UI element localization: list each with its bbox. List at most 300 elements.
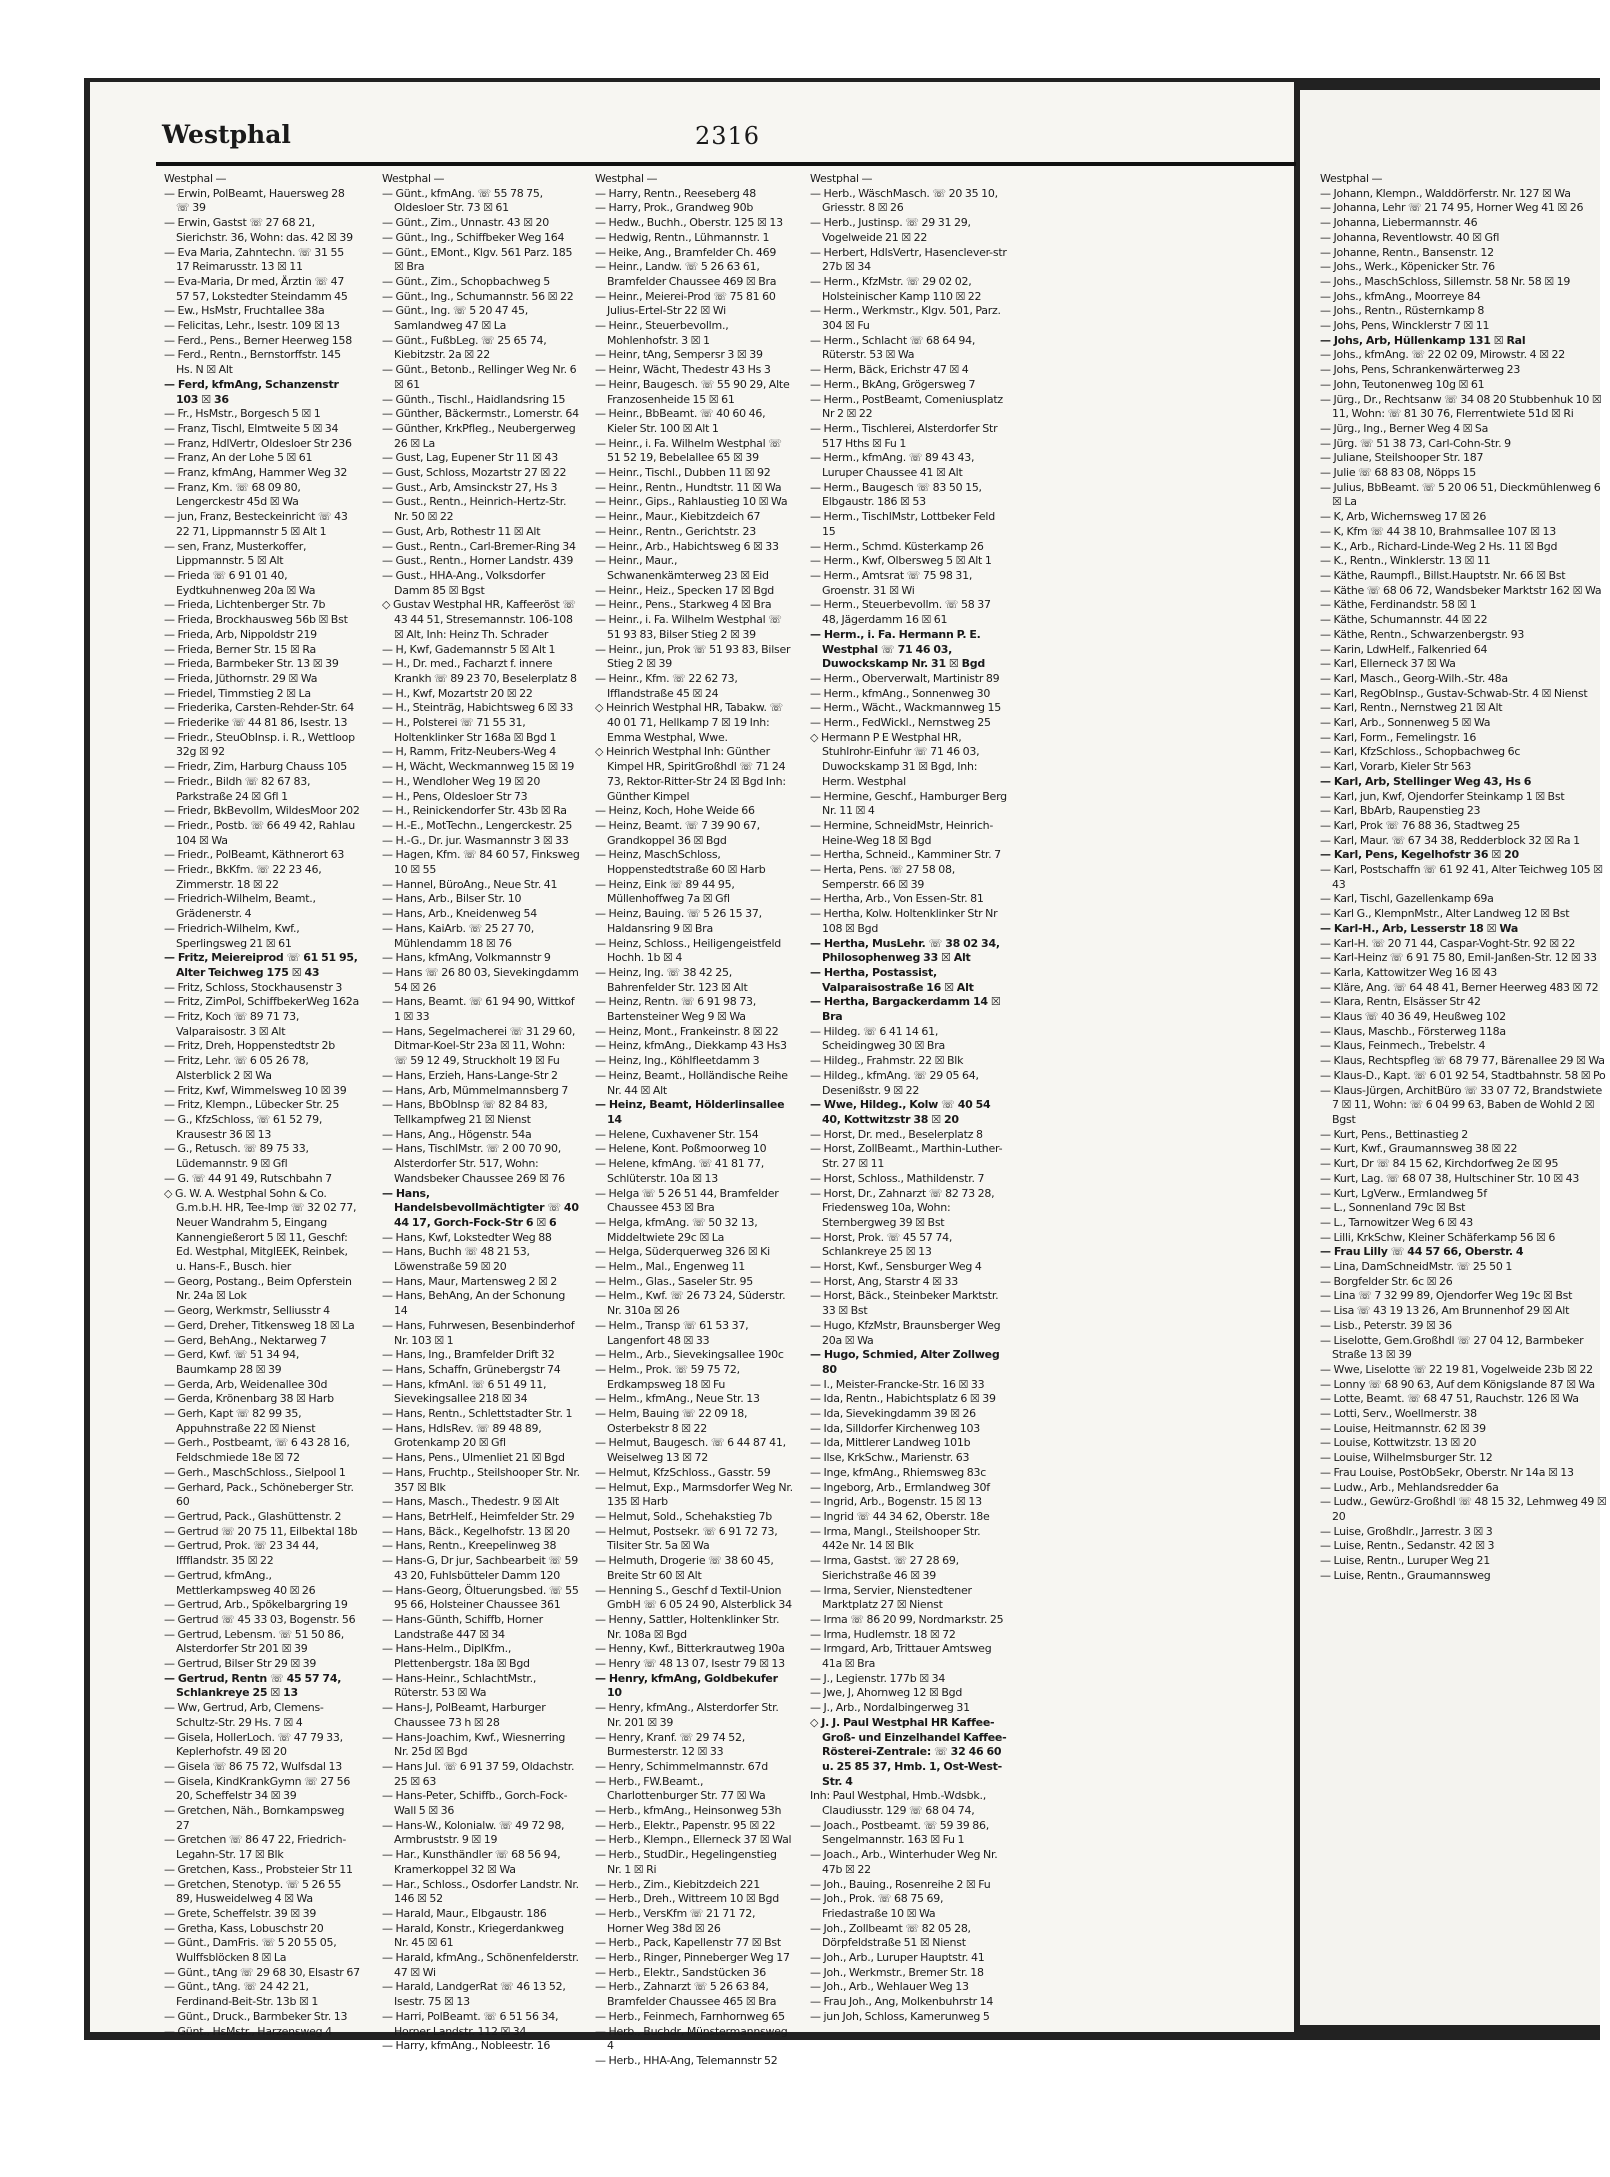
directory-entry: — Henny, Kwf., Bitterkrautweg 190a	[595, 1642, 785, 1656]
directory-entry: — Henry, Schimmelmannstr. 67d	[595, 1759, 769, 1773]
directory-entry: — Heinz, Beamt. ☏ 7 39 90 67, Grandkoppel 36 ☒ Bgd	[595, 818, 760, 847]
directory-entry: — Günt., Druck., Barmbeker Str. 13	[164, 2009, 348, 2023]
directory-entry: — Luise, Großhdlr., Jarrestr. 3 ☒ 3	[1320, 1524, 1493, 1538]
directory-entry: — Gerh., Postbeamt, ☏ 6 43 28 16, Feldschmiede 18e ☒ 72	[164, 1436, 350, 1465]
directory-entry: — Heinr, Wächt, Thedestr 43 Hs 3	[595, 363, 771, 377]
directory-entry: — Hans, HdlsRev. ☏ 89 48 89, Grotenkamp 20 ☒ Gfl	[382, 1421, 542, 1450]
directory-entry: — Lisa ☏ 43 19 13 26, Am Brunnenhof 29 ☒ Alt	[1320, 1304, 1570, 1318]
directory-entry: ◇ G. W. A. Westphal Sohn & Co. G.m.b.H. HR, Tee-Imp ☏ 32 02 77, Neuer Wandrahm 5, Eingang Kannengießerort 5 ☒ 11, Geschf: Ed. Westphal, MitglEEK, Reinbek, u. Hans-F., Busch. hier	[164, 1186, 357, 1274]
directory-entry: — Hildeg., kfmAng. ☏ 29 05 64, Desenißstr. 9 ☒ 22	[810, 1068, 979, 1097]
directory-entry: — Henry, Kranf. ☏ 29 74 52, Burmesterstr. 12 ☒ 33	[595, 1730, 746, 1759]
directory-entry: ◇ J. J. Paul Westphal HR Kaffee-Groß- und Einzelhandel Kaffee-Rösterei-Zentrale: ☏ 32 46 60 u. 25 85 37, Hmb. 1, Ost-West-Str. 4	[810, 1715, 1007, 1788]
directory-entry: — Heinr., Kfm. ☏ 22 62 73, Ifflandstraße 45 ☒ 24	[595, 671, 738, 700]
directory-entry: — Fr., HsMstr., Borgesch 5 ☒ 1	[164, 407, 321, 421]
directory-entry: — Helene, Kont. Poßmoorweg 10	[595, 1142, 767, 1156]
directory-entry: — Heinr., Landw. ☏ 5 26 63 61, Bramfelder Chaussee 469 ☒ Bra	[595, 260, 777, 288]
directory-entry: — Heinz, Schloss., Heiligengeistfeld Hochh. 1b ☒ 4	[595, 936, 782, 965]
directory-column-1	[164, 172, 360, 2039]
directory-entry: — Joh., Bauing., Rosenreihe 2 ☒ Fu	[810, 1877, 991, 1891]
directory-entry: — Karl, Ellerneck 37 ☒ Wa	[1320, 657, 1456, 671]
directory-entry: — Johs., Rentn., Rüsternkamp 8	[1320, 304, 1485, 318]
directory-entry: — Herm., Oberverwalt, Martinistr 89	[810, 671, 1000, 685]
directory-entry: — Ingeborg, Arb., Ermlandweg 30f	[810, 1480, 990, 1494]
directory-entry: — Helmut, Exp., Marmsdorfer Weg Nr. 135 ☒ Harb	[595, 1480, 793, 1509]
directory-entry: — Ida, Mittlerer Landweg 101b	[810, 1436, 971, 1450]
directory-entry: — Günt., DamFris. ☏ 5 20 55 05, Wulffsblöcken 8 ☒ La	[164, 1936, 337, 1965]
directory-entry: — Gerhard, Pack., Schöneberger Str. 60	[164, 1480, 354, 1509]
directory-entry: — Klaus ☏ 40 36 49, Heußweg 102	[1320, 1010, 1506, 1024]
directory-entry: — Günt., tAng ☏ 29 68 30, Elsastr 67	[164, 1965, 360, 1979]
directory-entry: — Friedel, Timmstieg 2 ☒ La	[164, 686, 311, 700]
directory-entry: — Gertrud, Pack., Glashüttenstr. 2	[164, 1509, 342, 1523]
directory-entry: — Kurt, Pens., Bettinastieg 2	[1320, 1127, 1468, 1141]
directory-entry: — Herta, Pens. ☏ 27 58 08, Semperstr. 66 ☒ 39	[810, 863, 956, 891]
directory-entry: — Hugo, KfzMstr, Braunsberger Weg 20a ☒ Wa	[810, 1318, 1001, 1347]
directory-entry: — Johs., MaschSchloss, Sillemstr. 58 Nr. 58 ☒ 19	[1320, 274, 1571, 288]
directory-entry: — Joach., Arb., Winterhuder Weg Nr. 47b ☒ 22	[810, 1848, 998, 1876]
directory-entry: — Hans-W., Kolonialw. ☏ 49 72 98, Armbruststr. 9 ☒ 19	[382, 1818, 565, 1847]
directory-entry: — Heinr., jun, Prok ☏ 51 93 83, Bilser Stieg 2 ☒ 39	[595, 642, 791, 671]
directory-entry: — Herm., i. Fa. Hermann P. E. Westphal ☏ 71 46 03, Duwockskamp Nr. 31 ☒ Bgd	[810, 627, 985, 671]
directory-entry: — Hans, BehAng, An der Schonung 14	[382, 1289, 566, 1318]
directory-entry: — H., Reinickendorfer Str. 43b ☒ Ra	[382, 804, 567, 818]
directory-entry: — Friedr., Postb. ☏ 66 49 42, Rahlau 104 ☒ Wa	[164, 818, 355, 847]
directory-entry: — Karl, Form., Femelingstr. 16	[1320, 730, 1477, 744]
directory-entry: — Helmut, Baugesch. ☏ 6 44 87 41, Weiselweg 13 ☒ 72	[595, 1436, 786, 1465]
directory-entry: — Herb., Buchdr, Münstermannsweg 4	[595, 2024, 788, 2053]
directory-entry: — Heinz, kfmAng., Diekkamp 43 Hs3	[595, 1039, 787, 1053]
directory-entry: — Herb., WäschMasch. ☏ 20 35 10, Griesstr. 8 ☒ 26	[810, 186, 998, 215]
directory-entry: — Frau Lilly ☏ 44 57 66, Oberstr. 4	[1320, 1245, 1524, 1259]
directory-entry: — Frieda, Barmbeker Str. 13 ☒ 39	[164, 657, 339, 671]
directory-entry: — Heinz, Ing., Köhlfleetdamm 3	[595, 1054, 760, 1068]
directory-entry: — Harald, kfmAng., Schönenfelderstr. 47 ☒ Wi	[382, 1951, 579, 1979]
directory-entry: — Herm., Schlacht ☏ 68 64 94, Rüterstr. 53 ☒ Wa	[810, 333, 976, 362]
directory-entry: — Harald, Konstr., Kriegerdankweg Nr. 45 ☒ 61	[382, 1921, 564, 1950]
directory-entry: — Herb., FW.Beamt., Charlottenburger Str. 77 ☒ Wa	[595, 1774, 766, 1803]
directory-entry: — Har., Schloss., Osdorfer Landstr. Nr. 146 ☒ 52	[382, 1877, 579, 1906]
directory-entry: — H.-E., MotTechn., Lengerckestr. 25	[382, 818, 573, 832]
directory-entry: — Herb., Zim., Kiebitzdeich 221	[595, 1877, 761, 1891]
directory-entry: ◇ Heinrich Westphal Inh: Günther Kimpel HR, SpiritGroßhdl ☏ 71 24 73, Rektor-Ritter-Str 24 ☒ Bgd Inh: Günther Kimpel	[595, 745, 786, 803]
directory-entry: — Irma ☏ 86 20 99, Nordmarkstr. 25	[810, 1612, 1004, 1626]
directory-entry: — Hans, Rentn., Schlettstadter Str. 1	[382, 1407, 573, 1421]
directory-entry: — Franz, HdlVertr, Oldesloer Str 236	[164, 436, 352, 450]
directory-entry: — Helmut, Postsekr. ☏ 6 91 72 73, Tilsiter Str. 5a ☒ Wa	[595, 1524, 778, 1553]
directory-entry: — Hans, Masch., Thedestr. 9 ☒ Alt	[382, 1495, 559, 1509]
directory-entry: — Fritz, Schloss, Stockhausenstr 3	[164, 980, 343, 994]
directory-entry: — Hagen, Kfm. ☏ 84 60 57, Finksweg 10 ☒ 55	[382, 848, 580, 877]
directory-entry: — Heinr., Rentn., Gerichtstr. 23	[595, 524, 756, 538]
directory-entry: — Jürg., Dr., Rechtsanw ☏ 34 08 20 Stubbenhuk 10 ☒ 11, Wohn: ☏ 81 30 76, Flerrentwiete 51d ☒ Ri	[1320, 392, 1602, 421]
directory-entry: — Herm, Bäck, Erichstr 47 ☒ 4	[810, 363, 969, 377]
directory-entry: — Herb., Dreh., Wittreem 10 ☒ Bgd	[595, 1892, 779, 1906]
directory-entry: — Fritz, Dreh, Hoppenstedtstr 2b	[164, 1039, 336, 1053]
directory-entry: — Helene, kfmAng. ☏ 41 81 77, Schlüterstr. 10a ☒ 13	[595, 1157, 765, 1185]
directory-entry: — Karl-H., Arb, Lesserstr 18 ☒ Wa	[1320, 921, 1519, 935]
directory-entry: — Ilse, KrkSchw., Marienstr. 63	[810, 1451, 970, 1465]
directory-entry: — Irma, Servier, Nienstedtener Marktplatz 27 ☒ Nienst	[810, 1583, 972, 1612]
directory-entry: — Helga, kfmAng. ☏ 50 32 13, Middeltwiete 29c ☒ La	[595, 1215, 758, 1244]
directory-entry: — Hans, kfmAng, Volkmannstr 9	[382, 951, 551, 965]
directory-entry: — Hertha, Postassist, Valparaisostraße 16 ☒ Alt	[810, 965, 974, 994]
directory-entry: — Herb., Pack, Kapellenstr 77 ☒ Bst	[595, 1936, 781, 1950]
directory-entry: — Horst, Dr., Zahnarzt ☏ 82 73 28, Friedensweg 10a, Wohn: Sternbergweg 39 ☒ Bst	[810, 1186, 995, 1229]
directory-entry: — Heinr., Meierei-Prod ☏ 75 81 60 Julius-Ertel-Str 22 ☒ Wi	[595, 289, 776, 318]
directory-entry: — Karl G., KlempnMstr., Alter Landweg 12 ☒ Bst	[1320, 907, 1570, 921]
directory-entry: — Gertrud, Rentn ☏ 45 57 74, Schlankreye 25 ☒ 13	[164, 1671, 342, 1700]
directory-entry: — Hans, BbObInsp ☏ 82 84 83, Tellkampfweg 21 ☒ Nienst	[382, 1098, 548, 1126]
directory-entry: — Hertha, Arb., Von Essen-Str. 81	[810, 892, 984, 906]
directory-entry: — Herm., KfzMstr. ☏ 29 02 02, Holsteinischer Kamp 110 ☒ 22	[810, 274, 982, 303]
directory-entry: — Herm., Kwf, Olbersweg 5 ☒ Alt 1	[810, 554, 992, 568]
directory-entry: — Heinz, Koch, Hohe Weide 66	[595, 804, 755, 818]
directory-entry: — Günt., Ing., Schiffbeker Weg 164	[382, 230, 565, 244]
directory-entry: — Heinr., Maur., Kiebitzdeich 67	[595, 510, 761, 524]
directory-entry: — Günth., Tischl., Haidlandsring 15	[382, 392, 566, 406]
directory-entry: — Ew., HsMstr, Fruchtallee 38a	[164, 304, 325, 318]
directory-entry: — Horst, Schloss., Mathildenstr. 7	[810, 1171, 985, 1185]
directory-entry: — Fritz, ZimPol, SchiffbekerWeg 162a	[164, 995, 360, 1009]
directory-entry: — Harri, PolBeamt. ☏ 6 51 56 34, Horner Landstr. 112 ☒ 34	[382, 2009, 559, 2038]
directory-entry: — Hans, Kwf, Lokstedter Weg 88	[382, 1230, 552, 1244]
directory-entry: — Fritz, Meiereiprod ☏ 61 51 95, Alter Teichweg 175 ☒ 43	[164, 951, 358, 979]
directory-entry: — Gertrud, Arb., Spökelbargring 19	[164, 1598, 348, 1612]
directory-entry: — Irma, Hudlemstr. 18 ☒ 72	[810, 1627, 956, 1641]
directory-entry: — Helm., Mal., Engenweg 11	[595, 1260, 745, 1274]
directory-column-4	[810, 172, 1008, 2025]
directory-entry: — Karla, Kattowitzer Weg 16 ☒ 43	[1320, 965, 1497, 979]
directory-entry: — Har., Kunsthändler ☏ 68 56 94, Kramerkoppel 32 ☒ Wa	[382, 1848, 561, 1876]
directory-entry: — Helga, Süderquerweg 326 ☒ Ki	[595, 1245, 770, 1259]
directory-entry: — Helm., kfmAng., Neue Str. 13	[595, 1392, 760, 1406]
directory-entry: — Helm., Kwf. ☏ 26 73 24, Süderstr. Nr. 310a ☒ 26	[595, 1289, 786, 1318]
directory-entry: — Hans, Schaffn, Grünebergstr 74	[382, 1362, 561, 1376]
directory-entry: — Herb., HHA-Ang, Telemannstr 52	[595, 2054, 778, 2067]
directory-entry: — Hans, Buchh ☏ 48 21 53, Löwenstraße 59 ☒ 20	[382, 1245, 530, 1274]
directory-entry: — Hans, TischlMstr. ☏ 2 00 70 90, Alsterdorfer Str. 517, Wohn: Wandsbeker Chaussee 269 ☒ 76	[382, 1142, 565, 1185]
directory-entry: — Heinz, Rentn. ☏ 6 91 98 73, Bartensteiner Weg 9 ☒ Wa	[595, 995, 756, 1024]
directory-entry: — Karl, Rentn., Nernstweg 21 ☒ Alt	[1320, 701, 1503, 715]
directory-entry: — Hans, Erzieh, Hans-Lange-Str 2	[382, 1068, 558, 1082]
directory-entry: — Frieda, Brockhausweg 56b ☒ Bst	[164, 613, 348, 627]
directory-entry: — Ida, Silldorfer Kirchenweg 103	[810, 1421, 981, 1435]
directory-entry: — Kläre, Ang. ☏ 64 48 41, Berner Heerweg 483 ☒ 72	[1320, 980, 1599, 994]
directory-entry: — Heinr., Steuerbevollm., Mohlenhofstr. 3 ☒ 1	[595, 319, 729, 347]
directory-entry: — Hans, Fruchtp., Steilshooper Str. Nr. 357 ☒ Blk	[382, 1465, 580, 1494]
directory-entry: — Johs., kfmAng. ☏ 22 02 09, Mirowstr. 4 ☒ 22	[1320, 348, 1566, 362]
directory-entry: — Borgfelder Str. 6c ☒ 26	[1320, 1274, 1453, 1288]
directory-entry: — Gertrud ☏ 20 75 11, Eilbektal 18b	[164, 1524, 358, 1538]
directory-entry: — Gretchen, Näh., Bornkampsweg 27	[164, 1804, 345, 1832]
directory-entry: — Klaus, Maschb., Försterweg 118a	[1320, 1024, 1506, 1038]
directory-entry: — Jürg., Ing., Berner Weg 4 ☒ Sa	[1320, 421, 1489, 435]
directory-entry: — Felicitas, Lehr., Isestr. 109 ☒ 13	[164, 319, 340, 333]
directory-entry: — Joh., Prok. ☏ 68 75 69, Friedastraße 10 ☒ Wa	[810, 1892, 944, 1920]
directory-entry: — Horst, ZollBeamt., Marthin-Luther-Str. 27 ☒ 11	[810, 1142, 1003, 1171]
directory-entry: — Ingrid ☏ 44 34 62, Oberstr. 18e	[810, 1509, 990, 1523]
directory-entry: — Ferd, kfmAng, Schanzenstr 103 ☒ 36	[164, 377, 339, 406]
directory-entry: — Günt., FußbLeg. ☏ 25 65 74, Kiebitzstr. 2a ☒ 22	[382, 333, 547, 362]
directory-entry: — Herb., Klempn., Ellerneck 37 ☒ Wal	[595, 1833, 792, 1847]
directory-entry: — Heike, Ang., Bramfelder Ch. 469	[595, 245, 777, 259]
directory-entry: — Henning S., Geschf d Textil-Union GmbH ☏ 6 05 24 90, Alsterblick 34	[595, 1583, 792, 1612]
directory-entry: — Gerda, Krönenbarg 38 ☒ Harb	[164, 1392, 334, 1406]
directory-entry: — Frieda, Lichtenberger Str. 7b	[164, 598, 326, 612]
directory-entry: — Herm., Schmd. Küsterkamp 26	[810, 539, 984, 553]
directory-entry: ◇ Hermann P E Westphal HR, Stuhlrohr-Einfuhr ☏ 71 46 03, Duwockskamp 31 ☒ Bgd, Inh: Herm. Westphal	[810, 730, 980, 788]
directory-entry: — Karl, Vorarb, Kieler Str 563	[1320, 760, 1472, 774]
directory-entry: — Ludw., Gewürz-Großhdl ☏ 48 15 32, Lehmweg 49 ☒ 20	[1320, 1495, 1607, 1523]
directory-entry: — Ingrid, Arb., Bogenstr. 15 ☒ 13	[810, 1495, 982, 1509]
directory-entry: — K, Arb, Wichernsweg 17 ☒ 26	[1320, 510, 1487, 524]
directory-entry: — Hans, Maur, Martensweg 2 ☒ 2	[382, 1274, 558, 1288]
directory-entry: ◇ Gustav Westphal HR, Kaffeeröst ☏ 43 44 51, Stresemannstr. 106-108 ☒ Alt, Inh: Heinz Th. Schrader	[382, 598, 576, 641]
directory-entry: — Heinz, Bauing. ☏ 5 26 15 37, Haldansring 9 ☒ Bra	[595, 907, 762, 935]
page-number: 2316	[695, 122, 761, 150]
directory-column-2	[382, 172, 580, 2054]
directory-entry: — Heinz, Beamt, Hölderlinsallee 14	[595, 1098, 785, 1126]
directory-entry: — Hans, Segelmacherei ☏ 31 29 60, Ditmar-Koel-Str 23a ☒ 11, Wohn: ☏ 59 12 49, Struckholt 19 ☒ Fu	[382, 1024, 576, 1068]
directory-entry: — Kurt, Lag. ☏ 68 07 38, Hultschiner Str. 10 ☒ 43	[1320, 1171, 1580, 1185]
directory-entry: — Friederike ☏ 44 81 86, Isestr. 13	[164, 716, 348, 730]
directory-entry: — Herm., BkAng, Grögersweg 7	[810, 377, 976, 391]
directory-entry: — Hans, KaiArb. ☏ 25 27 70, Mühlendamm 18 ☒ 76	[382, 921, 535, 950]
directory-entry: Inh: Paul Westphal, Hmb.-Wdsbk., Claudiusstr. 129 ☏ 68 04 74,	[810, 1789, 987, 1818]
directory-entry: — Frau Louise, PostObSekr, Oberstr. Nr 14a ☒ 13	[1320, 1465, 1574, 1479]
directory-entry: — Horst, Bäck., Steinbeker Marktstr. 33 ☒ Bst	[810, 1289, 999, 1318]
directory-entry: — Günt., Ing. ☏ 5 20 47 45, Samlandweg 47 ☒ La	[382, 304, 528, 333]
directory-entry: — Erwin, PolBeamt, Hauersweg 28 ☏ 39	[164, 186, 345, 215]
directory-entry: — H., Wendloher Weg 19 ☒ 20	[382, 774, 541, 788]
directory-entry: — Gretchen, Kass., Probsteier Str 11	[164, 1862, 353, 1876]
directory-entry: — Käthe ☏ 68 06 72, Wandsbeker Marktstr 162 ☒ Wa	[1320, 583, 1602, 597]
directory-entry: — Joh., Arb., Wehlauer Weg 13	[810, 1980, 969, 1994]
directory-entry: — Fritz, Kwf, Wimmelsweg 10 ☒ 39	[164, 1083, 347, 1097]
directory-entry: — H, Wächt, Weckmannweg 15 ☒ 19	[382, 760, 575, 774]
directory-entry: — G., Retusch. ☏ 89 75 33, Lüdemannstr. 9 ☒ Gfl	[164, 1142, 309, 1171]
directory-page	[90, 82, 1294, 2067]
directory-entry: — Heinz, Beamt., Holländische Reihe Nr. 44 ☒ Alt	[595, 1068, 788, 1097]
directory-entry: — Frau Joh., Ang, Molkenbuhrstr 14	[810, 1995, 994, 2009]
directory-entry: — Wwe, Liselotte ☏ 22 19 81, Vogelweide 23b ☒ 22	[1320, 1362, 1593, 1376]
directory-entry: — Hans, BetrHelf., Heimfelder Str. 29	[382, 1509, 575, 1523]
directory-entry: — Irmgard, Arb, Trittauer Amtsweg 41a ☒ Bra	[810, 1642, 992, 1671]
directory-entry: — Helmut, Sold., Schehakstieg 7b	[595, 1509, 773, 1523]
directory-column-3	[595, 172, 793, 2069]
directory-entry: — Frieda ☏ 6 91 01 40, Eydtkuhnenweg 20a ☒ Wa	[164, 568, 316, 597]
directory-entry: — Ida, Sievekingdamm 39 ☒ 26	[810, 1407, 976, 1421]
directory-entry: — L., Tarnowitzer Weg 6 ☒ 43	[1320, 1215, 1474, 1229]
directory-entry: — Helmuth, Drogerie ☏ 38 60 45, Breite Str 60 ☒ Alt	[595, 1554, 774, 1582]
directory-entry: — Luise, Rentn., Luruper Weg 21	[1320, 1554, 1491, 1568]
directory-entry: — Helm., Transp ☏ 61 53 37, Langenfort 48 ☒ 33	[595, 1318, 749, 1347]
directory-entry: — Hedwig, Rentn., Lühmannstr. 1	[595, 230, 770, 244]
directory-entry: — Karl, Masch., Georg-Wilh.-Str. 48a	[1320, 671, 1508, 685]
directory-entry: — Herm., Tischlerei, Alsterdorfer Str 517 Hths ☒ Fu 1	[810, 421, 998, 450]
directory-entry: — Hermine, SchneidMstr, Heinrich-Heine-Weg 18 ☒ Bgd	[810, 818, 994, 847]
directory-entry: — Günt., kfmAng. ☏ 55 78 75, Oldesloer Str. 73 ☒ 61	[382, 186, 543, 215]
directory-entry: — Gisela ☏ 86 75 72, Wulfsdal 13	[164, 1759, 342, 1773]
directory-entry: — Joh., Zollbeamt ☏ 82 05 28, Dörpfeldstraße 51 ☒ Nienst	[810, 1921, 971, 1950]
directory-entry: — Hans-Helm., DiplKfm., Plettenbergstr. 18a ☒ Bgd	[382, 1642, 530, 1671]
directory-entry: — Erwin, Gastst ☏ 27 68 21, Sierichstr. 36, Wohn: das. 42 ☒ 39	[164, 216, 353, 244]
directory-entry: — Hans ☏ 26 80 03, Sievekingdamm 54 ☒ 26	[382, 965, 579, 994]
directory-entry: — Herm., Amtsrat ☏ 75 98 31, Groenstr. 31 ☒ Wi	[810, 568, 973, 597]
directory-entry: — Heinr., BbBeamt. ☏ 40 60 46, Kieler Str. 100 ☒ Alt 1	[595, 407, 766, 435]
directory-entry: — Frieda, Berner Str. 15 ☒ Ra	[164, 642, 317, 656]
directory-entry: — Hans, kfmAnl. ☏ 6 51 49 11, Sievekingsallee 218 ☒ 34	[382, 1377, 547, 1406]
directory-entry: — Herm., FedWickl., Nernstweg 25	[810, 716, 991, 730]
directory-entry: — Helga ☏ 5 26 51 44, Bramfelder Chaussee 453 ☒ Bra	[595, 1186, 779, 1215]
directory-entry: — Gust., HHA-Ang., Volksdorfer Damm 85 ☒ Bgst	[382, 568, 546, 597]
directory-entry: — Joh., Werkmstr., Bremer Str. 18	[810, 1965, 984, 1979]
directory-entry: — Herm., Wächt., Wackmannweg 15	[810, 701, 1002, 715]
directory-entry: — Henry ☏ 48 13 07, Isestr 79 ☒ 13	[595, 1657, 785, 1671]
directory-entry: — sen, Franz, Musterkoffer, Lippmannstr. 5 ☒ Alt	[164, 539, 307, 568]
column-heading: Westphal —	[810, 172, 873, 185]
directory-entry: — H, Kwf, Gademannstr 5 ☒ Alt 1	[382, 642, 556, 656]
directory-entry: — Gerd, Kwf. ☏ 51 34 94, Baumkamp 28 ☒ 39	[164, 1348, 300, 1376]
directory-entry: — John, Teutonenweg 10g ☒ 61	[1320, 377, 1485, 391]
directory-entry: — Karl, KfzSchloss., Schopbachweg 6c	[1320, 745, 1521, 759]
directory-entry: — Heinr., Tischl., Dubben 11 ☒ 92	[595, 466, 771, 480]
directory-entry: — Friedr., PolBeamt, Käthnerort 63	[164, 848, 345, 862]
directory-entry: — Herm., Steuerbevollm. ☏ 58 37 48, Jägerdamm 16 ☒ 61	[810, 598, 991, 627]
directory-entry: — Herb., Feinmech, Farnhornweg 65	[595, 2009, 785, 2023]
directory-entry: — Henry, kfmAng., Alsterdorfer Str. Nr. 201 ☒ 39	[595, 1701, 779, 1729]
directory-entry: — Hans, Ang., Högenstr. 54a	[382, 1127, 532, 1141]
directory-entry: — Lisb., Peterstr. 39 ☒ 36	[1320, 1318, 1452, 1332]
directory-entry: — Heinr., Heiz., Specken 17 ☒ Bgd	[595, 583, 775, 597]
directory-entry: — Karl, Maur. ☏ 67 34 38, Redderblock 32 ☒ Ra 1	[1320, 833, 1580, 847]
directory-entry: — Karl-H. ☏ 20 71 44, Caspar-Voght-Str. 92 ☒ 22	[1320, 936, 1576, 950]
directory-entry: — G., KfzSchloss, ☏ 61 52 79, Krausestr 36 ☒ 13	[164, 1113, 323, 1141]
directory-entry: — Franz, An der Lohe 5 ☒ 61	[164, 451, 313, 465]
directory-entry: — Günt., HsMstr., Harzensweg 4	[164, 2024, 332, 2038]
directory-entry: — Eva Maria, Zahntechn. ☏ 31 55 17 Reimarusstr. 13 ☒ 11	[164, 245, 345, 274]
directory-entry: — Gretchen ☏ 86 47 22, Friedrich-Legahn-Str. 17 ☒ Blk	[164, 1833, 347, 1862]
directory-entry: — Hans-Joachim, Kwf., Wiesnerring Nr. 25d ☒ Bgd	[382, 1730, 566, 1759]
directory-entry: — Friedr., SteuObInsp. i. R., Wettloop 32g ☒ 92	[164, 730, 355, 759]
directory-entry: — Frieda, Jüthornstr. 29 ☒ Wa	[164, 671, 318, 685]
directory-entry: — Helm., Glas., Saseler Str. 95	[595, 1274, 753, 1288]
directory-entry: — Hans-Günth, Schiffb, Horner Landstraße 447 ☒ 34	[382, 1612, 543, 1641]
directory-entry: — Fritz, Klempn., Lübecker Str. 25	[164, 1098, 340, 1112]
directory-entry: — H, Ramm, Fritz-Neubers-Weg 4	[382, 745, 556, 759]
directory-entry: — Henry, kfmAng, Goldbekufer 10	[595, 1671, 778, 1700]
directory-entry: — Lotte, Beamt. ☏ 68 47 51, Rauchstr. 126 ☒ Wa	[1320, 1392, 1579, 1406]
directory-entry: — Klara, Rentn, Elsässer Str 42	[1320, 995, 1481, 1009]
directory-entry: — Ida, Rentn., Habichtsplatz 6 ☒ 39	[810, 1392, 996, 1406]
directory-entry: — Friedrich-Wilhelm, Beamt., Grädenerstr. 4	[164, 892, 316, 921]
directory-entry: — J., Arb., Nordalbingerweg 31	[810, 1701, 970, 1715]
directory-entry: — Horst, Ang, Starstr 4 ☒ 33	[810, 1274, 959, 1288]
directory-entry: — Günt., Zim., Schopbachweg 5	[382, 274, 551, 288]
directory-entry: — Herm., kfmAng., Sonnenweg 30	[810, 686, 991, 700]
directory-entry: — Irma, Gastst. ☏ 27 28 69, Sierichstraße 46 ☒ 39	[810, 1554, 959, 1582]
directory-entry: — H., Polsterei ☏ 71 55 31, Holtenklinker Str 168a ☒ Bgd 1	[382, 716, 557, 744]
directory-entry: — Joh., Arb., Luruper Hauptstr. 41	[810, 1951, 985, 1965]
directory-entry: — Klaus, Feinmech., Trebelstr. 4	[1320, 1039, 1486, 1053]
directory-entry: — Lonny ☏ 68 90 63, Auf dem Königslande 87 ☒ Wa	[1320, 1377, 1595, 1391]
directory-entry: — Friedr, Zim, Harburg Chauss 105	[164, 760, 348, 774]
directory-entry: — Hans, Ing., Bramfelder Drift 32	[382, 1348, 555, 1362]
directory-entry: — Karl, RegObInsp., Gustav-Schwab-Str. 4 ☒ Nienst	[1320, 686, 1588, 700]
directory-entry: — Karl, BbArb, Raupenstieg 23	[1320, 804, 1481, 818]
directory-entry: — Hans-G, Dr jur, Sachbearbeit ☏ 59 43 20, Fuhlsbütteler Damm 120	[382, 1554, 579, 1582]
directory-entry: — Käthe, Ferdinandstr. 58 ☒ 1	[1320, 598, 1477, 612]
directory-entry: — Hans-Peter, Schiffb., Gorch-Fock-Wall 5 ☒ 36	[382, 1789, 568, 1818]
directory-entry: — Hans, Fuhrwesen, Besenbinderhof Nr. 103 ☒ 1	[382, 1318, 575, 1347]
directory-entry: — Johs., Werk., Köpenicker Str. 76	[1320, 260, 1495, 274]
directory-entry: — Harry, kfmAng., Nobleestr. 16	[382, 2039, 551, 2053]
column-heading: Westphal —	[595, 172, 658, 185]
directory-entry: — Karl, Tischl, Gazellenkamp 69a	[1320, 892, 1494, 906]
directory-entry: — Hans-J, PolBeamt, Harburger Chaussee 73 h ☒ 28	[382, 1701, 546, 1729]
directory-entry: — Grete, Scheffelstr. 39 ☒ 39	[164, 1906, 317, 1920]
directory-entry: — Juliane, Steilshooper Str. 187	[1320, 451, 1484, 465]
directory-entry: — Käthe, Raumpfl., Billst.Hauptstr. Nr. 66 ☒ Bst	[1320, 568, 1566, 582]
directory-entry: — Karl, Arb., Sonnenweg 5 ☒ Wa	[1320, 716, 1491, 730]
directory-entry: — Friederika, Carsten-Rehder-Str. 64	[164, 701, 355, 715]
adjacent-page	[1300, 90, 1607, 2025]
directory-entry: — Heinz, Mont., Frankeinstr. 8 ☒ 22	[595, 1024, 779, 1038]
directory-entry: — H., Pens, Oldesloer Str 73	[382, 789, 528, 803]
directory-entry: — Johs, Pens, Wincklerstr 7 ☒ 11	[1320, 319, 1490, 333]
directory-entry: — Helm, Bauing ☏ 22 09 18, Osterbekstr 8 ☒ 22	[595, 1407, 748, 1435]
directory-entry: — Heinr, tAng, Sempersr 3 ☒ 39	[595, 348, 763, 362]
directory-entry: — Harry, Prok., Grandweg 90b	[595, 201, 754, 215]
directory-entry: — Gerd, Dreher, Titkensweg 18 ☒ La	[164, 1318, 355, 1332]
directory-entry: — Georg, Werkmstr, Selliusstr 4	[164, 1304, 330, 1318]
directory-entry: — Heinr., i. Fa. Wilhelm Westphal ☏ 51 93 83, Bilser Stieg 2 ☒ 39	[595, 613, 782, 641]
directory-entry: — Irma, Mangl., Steilshooper Str. 442e Nr. 14 ☒ Blk	[810, 1524, 981, 1553]
directory-entry: — Helmut, KfzSchloss., Gasstr. 59	[595, 1465, 771, 1479]
directory-entry: — Lina ☏ 7 32 99 89, Ojendorfer Weg 19c ☒ Bst	[1320, 1289, 1573, 1303]
directory-entry: — Hermine, Geschf., Hamburger Berg Nr. 11 ☒ 4	[810, 789, 1007, 818]
directory-entry: — Henny, Sattler, Holtenklinker Str. Nr. 108a ☒ Bgd	[595, 1612, 780, 1641]
directory-entry: — Johanna, Liebermannstr. 46	[1320, 216, 1478, 230]
directory-entry: — Kurt, Dr ☏ 84 15 62, Kirchdorfweg 2e ☒ 95	[1320, 1157, 1559, 1171]
directory-entry: — Heinz, MaschSchloss, Hoppenstedtstraße 60 ☒ Harb	[595, 848, 766, 877]
directory-entry: — Günt., Zim., Unnastr. 43 ☒ 20	[382, 216, 549, 230]
directory-entry: — Franz, Km. ☏ 68 09 80, Lengerckestr 45d ☒ Wa	[164, 480, 301, 509]
directory-entry: — Eva-Maria, Dr med, Ärztin ☏ 47 57 57, Lokstedter Steindamm 45	[164, 274, 348, 303]
directory-entry: — Günther, KrkPfleg., Neubergerweg 26 ☒ La	[382, 421, 576, 450]
directory-entry: — H., Steinträg, Habichtsweg 6 ☒ 33	[382, 701, 574, 715]
directory-entry: — Heinz, Ing. ☏ 38 42 25, Bahrenfelder Str. 123 ☒ Alt	[595, 965, 748, 994]
directory-entry: — Hans-Georg, Öltuerungsbed. ☏ 55 95 66, Holsteiner Chaussee 361	[382, 1583, 579, 1612]
directory-entry: — Hildeg. ☏ 6 41 14 61, Scheidingweg 30 ☒ Bra	[810, 1024, 945, 1053]
directory-entry: — Gretchen, Stenotyp. ☏ 5 26 55 89, Husweidelweg 4 ☒ Wa	[164, 1877, 342, 1906]
directory-entry: — Louise, Heitmannstr. 62 ☒ 39	[1320, 1421, 1486, 1435]
directory-entry: — Jwe, J, Ahornweg 12 ☒ Bgd	[810, 1686, 963, 1700]
directory-entry: — H.-G., Dr. jur. Wasmannstr 3 ☒ 33	[382, 833, 569, 847]
directory-entry: — Friedr, BkBevollm, WildesMoor 202	[164, 804, 360, 818]
directory-entry: — Herm., Baugesch ☏ 83 50 15, Elbgaustr. 186 ☒ 53	[810, 480, 982, 509]
directory-entry: — Frieda, Arb, Nippoldstr 219	[164, 627, 317, 641]
directory-entry: — Harald, LandgerRat ☏ 46 13 52, Isestr. 75 ☒ 13	[382, 1980, 566, 2009]
directory-entry: — Julius, BbBeamt. ☏ 5 20 06 51, Dieckmühlenweg 6 ☒ La	[1320, 480, 1601, 509]
directory-entry: — Herb., Zahnarzt ☏ 5 26 63 84, Bramfelder Chaussee 465 ☒ Bra	[595, 1980, 777, 2009]
directory-entry: — Günt., Betonb., Rellinger Weg Nr. 6 ☒ 61	[382, 363, 577, 391]
directory-entry: — Jürg. ☏ 51 38 73, Carl-Cohn-Str. 9	[1320, 436, 1511, 450]
directory-entry: — Joach., Postbeamt. ☏ 59 39 86, Sengelmannstr. 163 ☒ Fu 1	[810, 1818, 989, 1847]
directory-entry: — Käthe, Rentn., Schwarzenbergstr. 93	[1320, 627, 1525, 641]
directory-entry: — Lina, DamSchneidMstr. ☏ 25 50 1	[1320, 1260, 1513, 1274]
directory-entry: — Louise, Wilhelmsburger Str. 12	[1320, 1451, 1493, 1465]
